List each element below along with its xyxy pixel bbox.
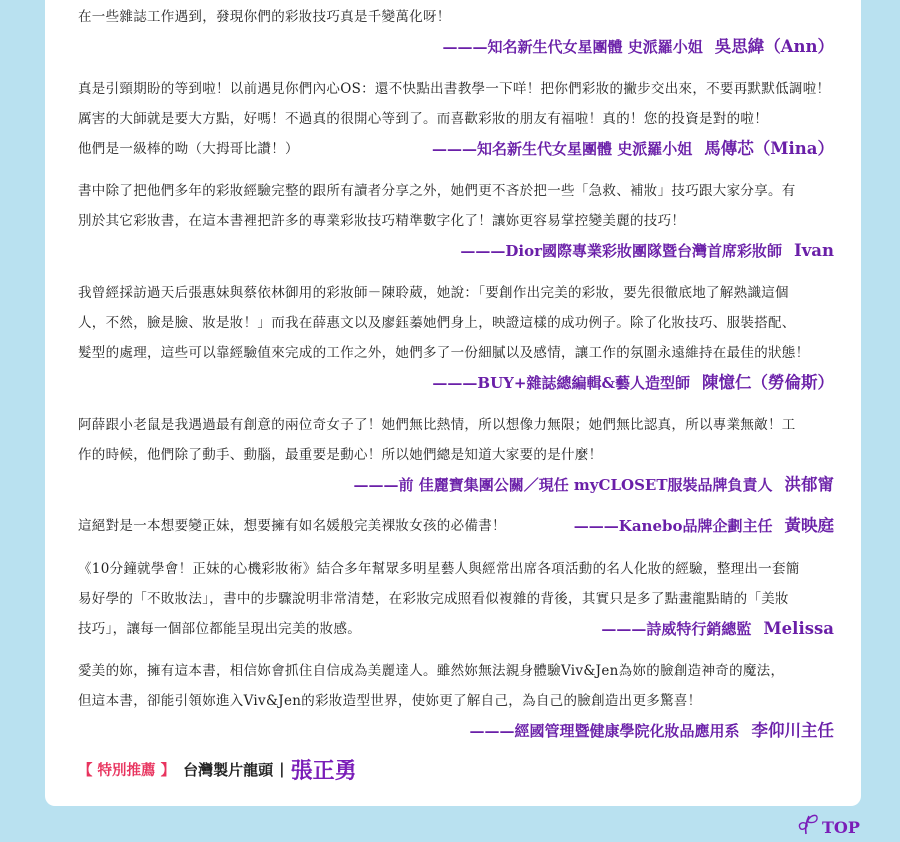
testimonial-ann (78, 2, 834, 62)
signature-name: 黃映庭 (784, 516, 834, 535)
testimonial-text: 真是引頸期盼的等到啦！以前遇見你們內心OS：還不快點出書教學一下咩！把你們彩妝的撇步交出來，不要再默默低調啦！ (78, 81, 831, 97)
testimonial-text: 人，不然，臉是臉、妝是妝！」而我在薛惠文以及廖鈺蓁她們身上，映證這樣的成功例子。除了化妝技巧、服裝搭配、 (78, 315, 796, 331)
testimonial-text: 這絕對是一本想要變正妹，想要擁有如名媛般完美裸妝女孩的必備書！ (78, 518, 506, 534)
recommend-name: 張正勇 (290, 757, 357, 784)
signature-title: ———Kanebo品牌企劃主任 (573, 517, 773, 535)
testimonial-text: 髮型的處理，這些可以靠經驗值來完成的工作之外，她們多了一份細膩以及感情，讓工作的氛圍永遠維持在最佳的狀態！ (78, 345, 810, 361)
testimonial-text: 他們是一級棒的呦（大拇哥比讚！） (78, 141, 299, 157)
signature-title: ———前 佳麗寶集團公關／現任 myCLOSET服裝品牌負責人 (353, 476, 773, 494)
signature-name: 陳憶仁（勞倫斯） (702, 373, 834, 392)
testimonial-text: 《10分鐘就學會！正妹的心機彩妝術》結合多年幫眾多明星藝人與經常出席各項活動的名人化妝的經驗，整理出一套簡 (78, 561, 800, 577)
signature-name: Melissa (763, 619, 834, 638)
testimonial-text: 阿薛跟小老鼠是我遇過最有創意的兩位奇女子了！她們無比熱情，所以想像力無限；她們無比認真，所以專業無敵！工 (78, 417, 796, 433)
signature (78, 470, 834, 500)
signature-title: ———知名新生代女星團體 史派羅小姐 (432, 140, 693, 158)
testimonial-huang (78, 511, 834, 541)
recommend-separator: | (279, 760, 285, 778)
testimonial-text: 易好學的「不敗妝法」，書中的步驟說明非常清楚，在彩妝完成照看似複雜的背後，其實只是多了點畫龍點睛的「美妝 (78, 591, 789, 607)
signature-name: 洪郁甯 (784, 475, 834, 494)
testimonial-card (45, 0, 861, 806)
signature-title: ———BUY+雜誌總編輯&藝人造型師 (432, 374, 690, 392)
signature-title: ———Dior國際專業彩妝團隊暨台灣首席彩妝師 (460, 242, 782, 260)
signature (78, 716, 834, 746)
signature-name: 吳思緯（Ann） (714, 37, 834, 56)
signature (432, 134, 834, 164)
signature-name: 李仰川主任 (751, 721, 834, 740)
testimonial-text: 但這本書，卻能引領妳進入Viv&Jen的彩妝造型世界，使妳更了解自己，為自己的臉創造出更多驚喜！ (78, 693, 702, 709)
signature-title: ———知名新生代女星團體 史派羅小姐 (442, 38, 703, 56)
signature (78, 32, 834, 62)
testimonial-ivan (78, 176, 834, 266)
recommend-title: 台灣製片龍頭 (183, 760, 274, 779)
signature (78, 368, 834, 398)
signature-name: Ivan (794, 241, 834, 260)
testimonial-li (78, 656, 834, 746)
testimonial-text: 愛美的妳，擁有這本書，相信妳會抓住自信成為美麗達人。雖然妳無法親身體驗Viv&Jen為妳的臉創造神奇的魔法， (78, 663, 785, 679)
testimonial-text: 書中除了把他們多年的彩妝經驗完整的跟所有讀者分享之外，她們更不吝於把一些「急救、補妝」技巧跟大家分享。有 (78, 183, 796, 199)
testimonial-mina (78, 74, 834, 164)
top-label: TOP (822, 817, 860, 837)
testimonial-text: 我曾經採訪過天后張惠妹與蔡依林御用的彩妝師－陳聆葳，她說：「要創作出完美的彩妝，要先很徹底地了解熟識這個 (78, 285, 789, 301)
testimonial-text: 作的時候，他們除了動手、動腦，最重要是動心！所以她們總是知道大家要的是什麼！ (78, 447, 603, 463)
recommend-tag: 【 特別推薦 】 (78, 762, 176, 779)
signature (601, 614, 834, 644)
testimonial-text: 厲害的大師就是要大方點，好嗎！不過真的很開心等到了。而喜歡彩妝的朋友有福啦！真的！您的投資是對的啦！ (78, 111, 768, 127)
butterfly-icon (796, 812, 822, 842)
testimonial-melissa (78, 554, 834, 644)
testimonial-hong (78, 410, 834, 500)
signature (574, 511, 834, 541)
special-recommendation (78, 752, 357, 786)
signature-title: ———經國管理暨健康學院化妝品應用系 (469, 722, 740, 740)
testimonial-text: 別於其它彩妝書，在這本書裡把許多的專業彩妝技巧精準數字化了！讓妳更容易掌控變美麗的技巧！ (78, 213, 686, 229)
back-to-top-link[interactable] (796, 812, 860, 842)
signature (78, 236, 834, 266)
signature-name: 馬傳芯（Mina） (704, 139, 834, 158)
testimonial-text: 在一些雜誌工作遇到，發現你們的彩妝技巧真是千變萬化呀！ (78, 9, 451, 25)
testimonial-lawrence (78, 278, 834, 398)
signature-title: ———詩威特行銷總監 (601, 620, 752, 638)
testimonial-text: 技巧」，讓每一個部位都能呈現出完美的妝感。 (78, 621, 362, 637)
